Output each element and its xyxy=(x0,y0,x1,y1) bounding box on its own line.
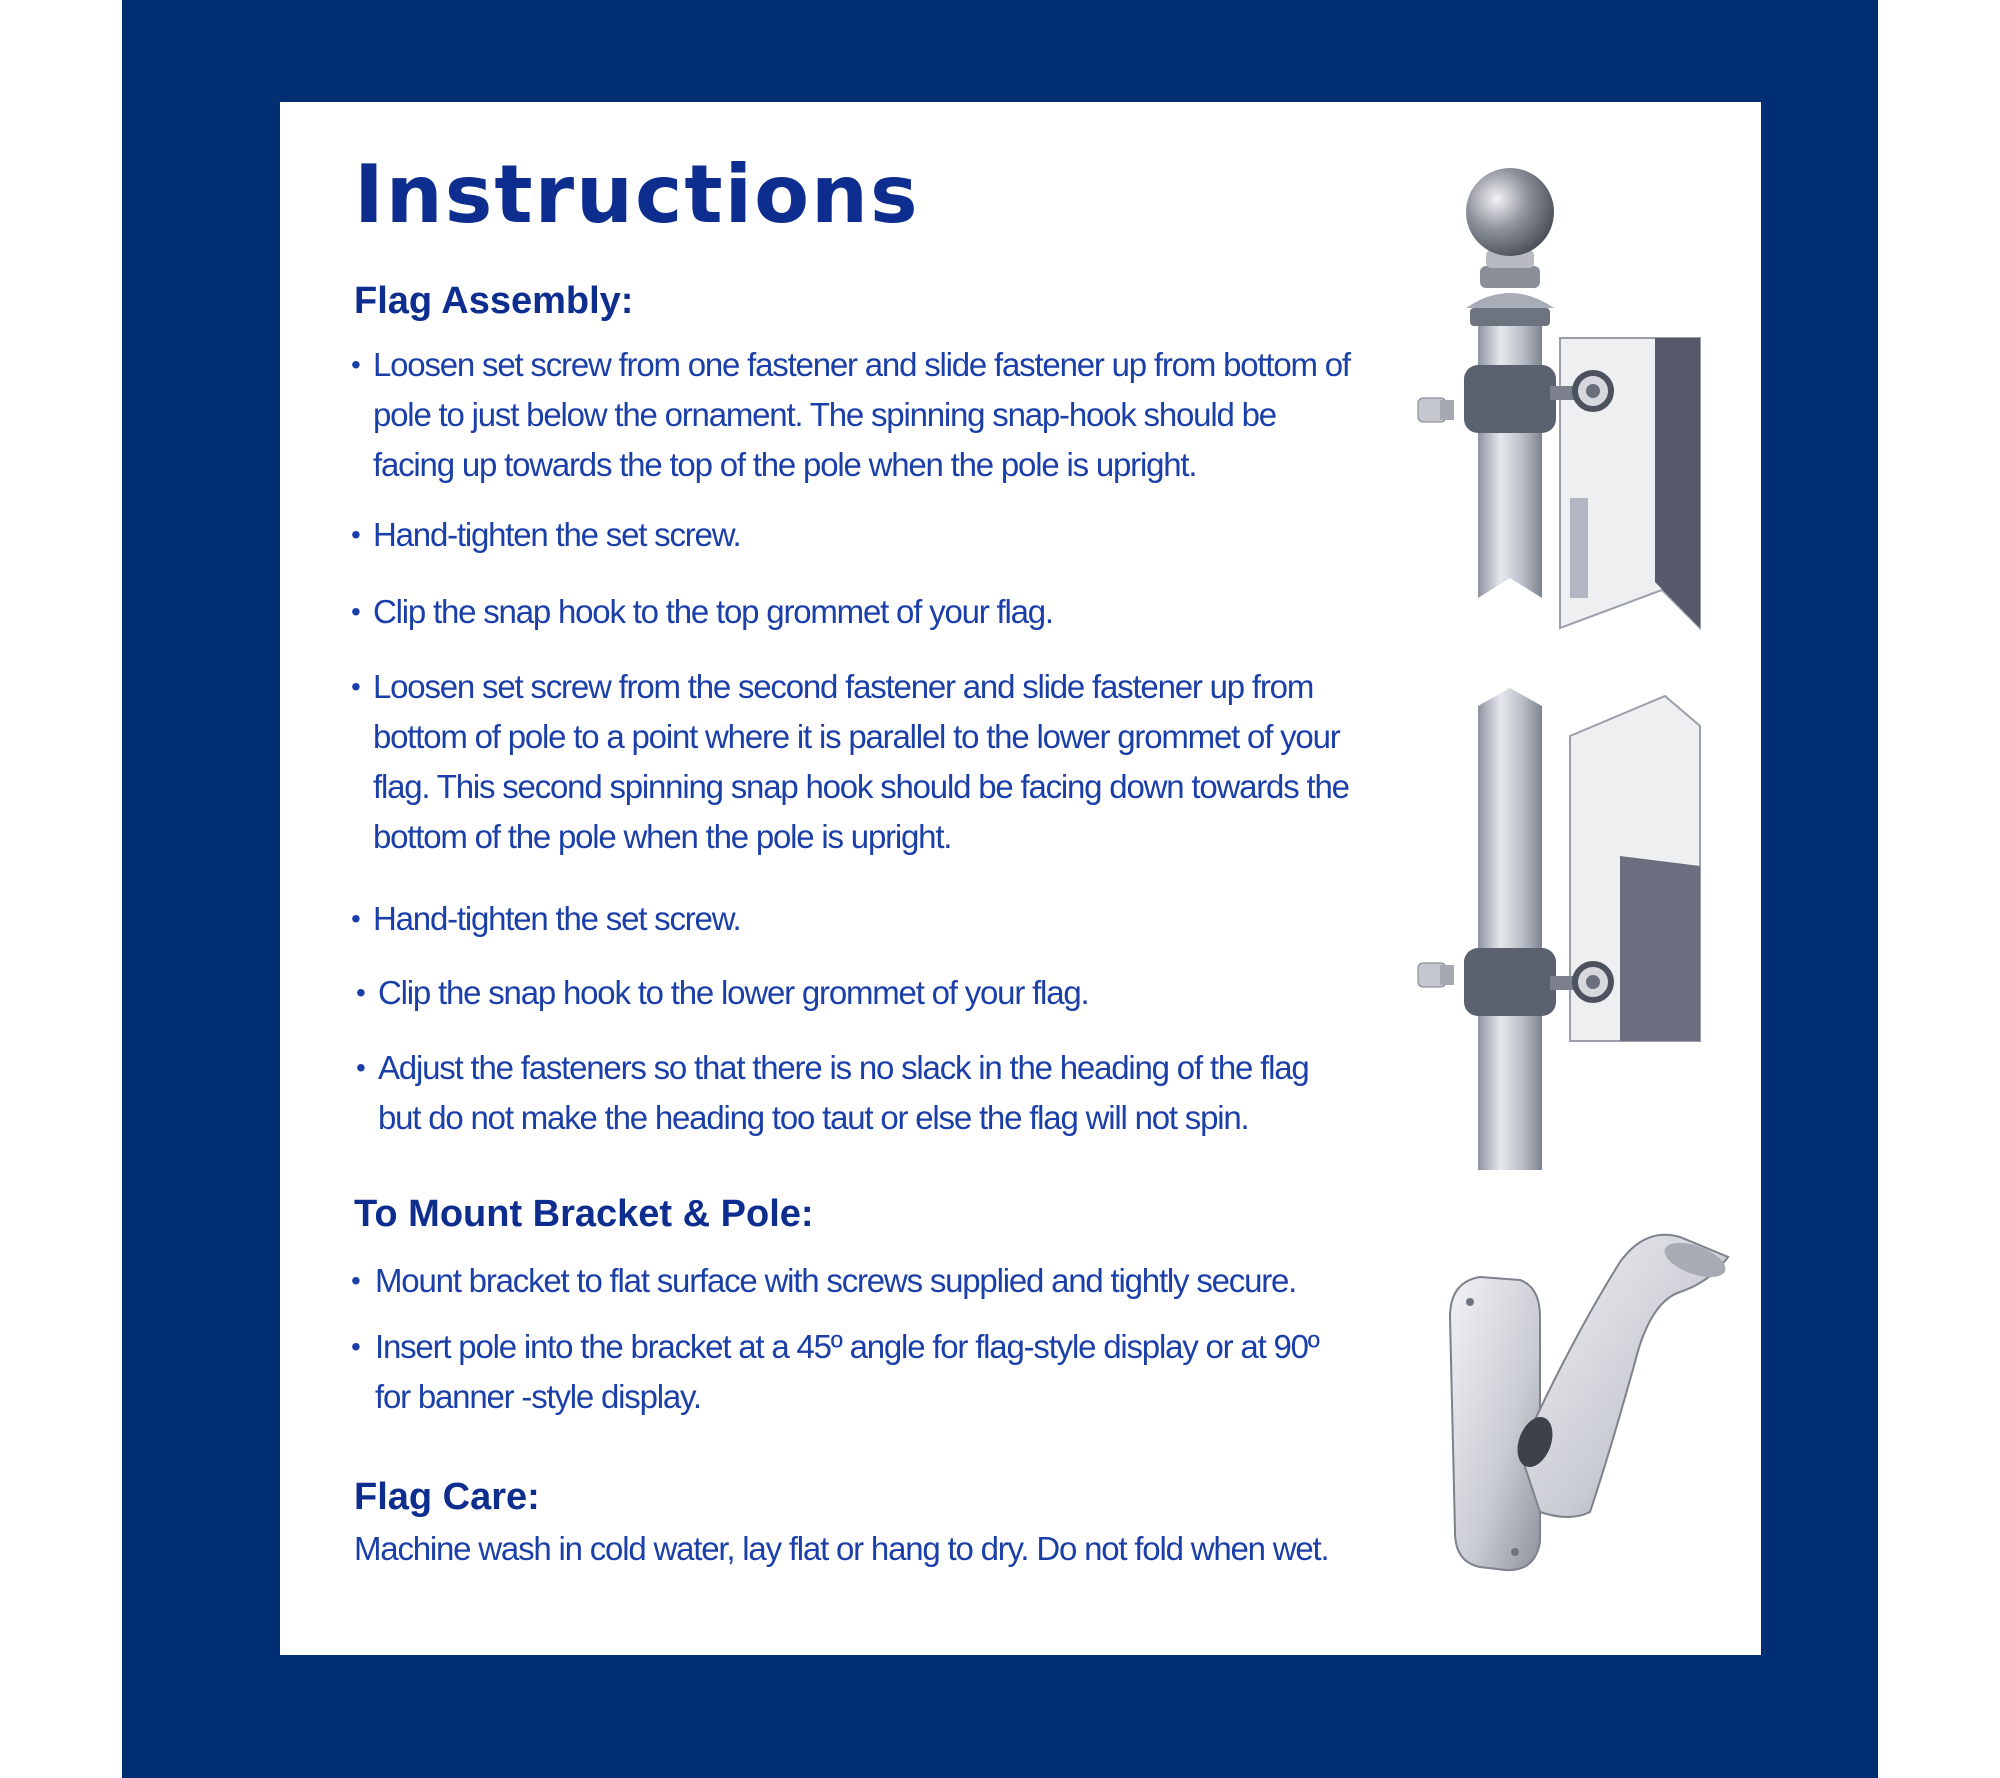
flag-assembly-heading: Flag Assembly: xyxy=(354,280,634,322)
assembly-step-4: Loosen set screw from the second fastener and slide fastener up from bottom of pole to a point where it is parallel to the lower grommet of your flag. This second spinning snap hook should be facing down towards the bottom of the pole when the pole is upright. xyxy=(373,668,1349,855)
flag-care-heading: Flag Care: xyxy=(354,1476,540,1518)
assembly-step-2: Hand-tighten the set screw. xyxy=(373,516,741,553)
bullet: • xyxy=(351,1331,361,1362)
assembly-step-6: Clip the snap hook to the lower grommet of your flag. xyxy=(378,974,1089,1011)
mounting-bracket-illustration xyxy=(1440,1222,1740,1582)
assembly-step-3: Clip the snap hook to the top grommet of your flag. xyxy=(373,593,1053,630)
assembly-step-7: Adjust the fasteners so that there is no slack in the heading of the flag but do not make the heading too taut or else the flag will not spin. xyxy=(378,1049,1309,1136)
bullet: • xyxy=(351,349,361,380)
pole-top-illustration xyxy=(1400,158,1730,633)
assembly-step-5: Hand-tighten the set screw. xyxy=(373,900,741,937)
assembly-step-1: Loosen set screw from one fastener and slide fastener up from bottom of pole to just below the ornament. The spinning snap-hook should be facing up towards the top of the pole when the pole is upright. xyxy=(373,346,1350,483)
bullet: • xyxy=(351,1265,361,1296)
mount-heading: To Mount Bracket & Pole: xyxy=(354,1193,814,1235)
mount-step-2: Insert pole into the bracket at a 45º angle for flag-style display or at 90º for banner -style display. xyxy=(375,1328,1319,1415)
mount-step-1: Mount bracket to flat surface with screws supplied and tightly secure. xyxy=(375,1262,1297,1299)
bullet: • xyxy=(351,903,361,934)
bullet: • xyxy=(356,977,366,1008)
bullet: • xyxy=(351,596,361,627)
flag-care-text: Machine wash in cold water, lay flat or hang to dry. Do not fold when wet. xyxy=(354,1530,1329,1567)
pole-bottom-illustration xyxy=(1400,686,1730,1171)
bullet: • xyxy=(356,1052,366,1083)
bullet: • xyxy=(351,519,361,550)
page-title: Instructions xyxy=(354,148,920,241)
bullet: • xyxy=(351,671,361,702)
